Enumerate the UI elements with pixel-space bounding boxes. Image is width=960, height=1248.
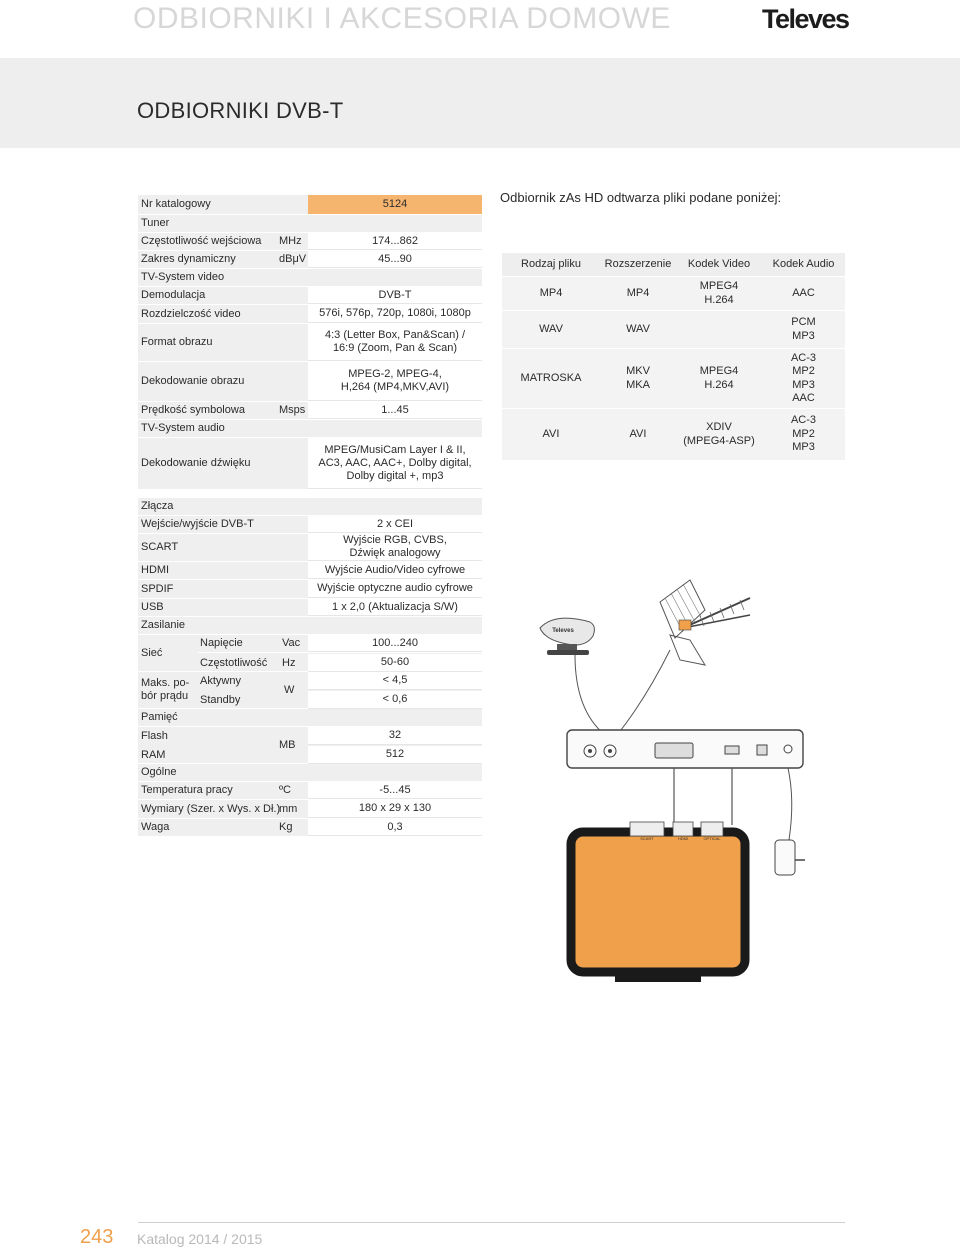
catalog-label: Nr katalogowy xyxy=(141,198,211,210)
section-label: Złącza xyxy=(141,500,174,512)
optical-port-label: OPTICAL xyxy=(703,836,721,841)
section-title: ODBIORNIKI DVB-T xyxy=(137,98,344,123)
column-header: Kodek Video xyxy=(687,257,751,270)
row-value: 512 xyxy=(308,746,482,764)
row-label: HDMI xyxy=(141,564,170,576)
spec-row xyxy=(138,324,482,362)
spec-section-audio xyxy=(138,420,482,438)
formats-cell: AVI xyxy=(600,409,676,460)
top-bar xyxy=(0,0,960,56)
formats-header-row xyxy=(502,253,845,277)
row-sublabel: Częstotliwość xyxy=(200,656,268,669)
row-unit: Vac xyxy=(282,637,301,649)
section-label: Zasilanie xyxy=(141,619,186,631)
section-label: Pamięć xyxy=(141,711,178,723)
row-label: Format obrazu xyxy=(141,336,213,348)
column-header: Kodek Audio xyxy=(772,257,835,270)
value-line: MPEG/MusiCam Layer I & II, xyxy=(324,443,466,456)
spec-row xyxy=(138,251,482,269)
formats-cell: AVI xyxy=(502,409,600,460)
row-unit: MB xyxy=(279,738,296,751)
power-adapter-icon xyxy=(775,840,805,875)
row-unit: Kg xyxy=(279,821,293,833)
mains-voltage-row xyxy=(198,635,482,653)
column-header: Rodzaj pliku xyxy=(521,257,581,270)
row-label: SCART xyxy=(141,541,179,553)
formats-row xyxy=(502,349,845,409)
spec-section-video xyxy=(138,269,482,287)
spec-row-memory xyxy=(138,727,482,764)
connection-diagram xyxy=(505,540,845,1000)
row-value: DVB-T xyxy=(308,287,482,304)
spec-row xyxy=(138,534,482,562)
row-unit: Hz xyxy=(282,656,296,669)
formats-body xyxy=(502,277,845,461)
row-label: Dekodowanie obrazu xyxy=(141,375,245,387)
device-brand-label: Televes xyxy=(552,628,574,634)
receiver-icon xyxy=(567,730,803,768)
row-label: Flash xyxy=(141,729,168,742)
row-sublabel: Standby xyxy=(200,693,241,706)
brand-logo: Televes xyxy=(762,4,849,34)
formats-cell: AAC xyxy=(762,277,845,310)
section-label: Tuner xyxy=(141,217,170,229)
spec-row xyxy=(138,362,482,402)
row-label: Dekodowanie dźwięku xyxy=(141,457,251,469)
footer-divider xyxy=(138,1222,845,1223)
row-value: -5...45 xyxy=(308,782,482,799)
row-label: Rozdzielczość video xyxy=(141,307,241,320)
row-label: SPDIF xyxy=(141,582,174,595)
row-value: 180 x 29 x 130 xyxy=(308,800,482,818)
mains-freq-row xyxy=(198,654,482,672)
row-unit: MHz xyxy=(279,235,302,247)
spec-row-catalog xyxy=(138,195,482,215)
formats-row xyxy=(502,277,845,311)
row-value: < 0,6 xyxy=(308,691,482,709)
spec-row xyxy=(138,782,482,800)
tv-icon xyxy=(571,822,745,982)
row-label: Temperatura pracy xyxy=(141,784,233,796)
formats-cell: MATROSKA xyxy=(502,349,600,408)
spec-row xyxy=(138,438,482,490)
formats-cell: PCM MP3 xyxy=(762,311,845,348)
formats-row xyxy=(502,311,845,349)
spec-row xyxy=(138,599,482,617)
section-label: TV-System video xyxy=(141,271,225,283)
row-label: Wejście/wyjście DVB-T xyxy=(141,518,254,530)
row-unit: mm xyxy=(279,802,298,815)
value-line: Dźwięk analogowy xyxy=(349,547,441,559)
formats-cell: WAV xyxy=(502,311,600,348)
spec-section-power xyxy=(138,617,482,635)
formats-cell: AC-3 MP2 MP3 xyxy=(762,409,845,460)
formats-cell: MPEG4 H.264 xyxy=(676,277,762,310)
spec-row-mains xyxy=(138,635,482,672)
section-label: Ogólne xyxy=(141,766,177,778)
formats-cell: XDIV (MPEG4-ASP) xyxy=(676,409,762,460)
spec-section-general xyxy=(138,764,482,782)
row-label: Wymiary (Szer. x Wys. x Dł.) xyxy=(141,802,281,815)
row-label: Sieć xyxy=(141,646,163,659)
value-line: MPEG-2, MPEG-4, xyxy=(348,368,442,380)
value-line: H,264 (MP4,MKV,AVI) xyxy=(340,381,450,393)
spec-spacer xyxy=(138,490,482,498)
row-value xyxy=(308,362,482,401)
row-unit: dBμV xyxy=(279,253,307,265)
value-line: 16:9 (Zoom, Pan & Scan) xyxy=(332,342,458,354)
value-line: AC3, AAC, AAC+, Dolby digital, xyxy=(318,456,472,469)
formats-table xyxy=(502,253,845,461)
spec-row xyxy=(138,305,482,324)
formats-cell: MKV MKA xyxy=(600,349,676,408)
formats-row xyxy=(502,409,845,461)
row-value: 100...240 xyxy=(308,635,482,652)
spec-table xyxy=(138,195,482,837)
row-label: Prędkość symbolowa xyxy=(141,404,245,416)
indoor-antenna-icon xyxy=(540,618,594,655)
row-value: 45...90 xyxy=(308,251,482,268)
label-line: Maks. po- xyxy=(141,677,190,689)
footer-catalog: Katalog 2014 / 2015 xyxy=(137,1231,263,1247)
row-value: Wyjście Audio/Video cyfrowe xyxy=(308,562,482,579)
value-line: Wyjście RGB, CVBS, xyxy=(343,534,447,546)
formats-cell xyxy=(676,311,762,348)
label-line: bór prądu xyxy=(141,690,189,702)
row-value: 2 x CEI xyxy=(308,516,482,533)
spec-row xyxy=(138,800,482,819)
antenna-icon xyxy=(660,580,750,665)
spec-row xyxy=(138,580,482,599)
row-value: 1 x 2,0 (Aktualizacja S/W) xyxy=(308,599,482,616)
row-sublabel: Napięcie xyxy=(200,637,243,649)
formats-heading: Odbiornik zAs HD odtwarza pliki podane poniżej: xyxy=(500,190,782,205)
catalog-value: 5124 xyxy=(308,195,482,214)
row-value: 50-60 xyxy=(308,654,482,672)
formats-cell: MP4 xyxy=(600,277,676,310)
row-unit: W xyxy=(284,683,295,696)
row-unit: ºC xyxy=(279,784,291,796)
row-value: 1...45 xyxy=(308,402,482,419)
row-sublabel: Aktywny xyxy=(200,674,241,687)
row-value: 174...862 xyxy=(308,233,482,250)
spec-section-connectors xyxy=(138,498,482,516)
scart-port-label: SCART xyxy=(640,836,654,841)
row-label xyxy=(138,672,198,708)
row-unit: Msps xyxy=(279,404,306,416)
row-label: USB xyxy=(141,601,164,613)
row-label: Waga xyxy=(141,821,170,833)
spec-row xyxy=(138,562,482,580)
row-label: Demodulacja xyxy=(141,289,206,301)
row-label: Częstotliwość wejściowa xyxy=(141,235,262,247)
formats-cell: WAV xyxy=(600,311,676,348)
formats-cell: AC-3 MP2 MP3 AAC xyxy=(762,349,845,408)
row-value xyxy=(308,534,482,561)
value-line: 4:3 (Letter Box, Pan&Scan) / xyxy=(324,329,466,341)
row-value xyxy=(308,438,482,489)
formats-cell: MP4 xyxy=(502,277,600,310)
spec-row xyxy=(138,516,482,534)
row-value: 32 xyxy=(308,727,482,745)
row-label: Zakres dynamiczny xyxy=(141,253,236,265)
value-line: Dolby digital +, mp3 xyxy=(346,469,444,482)
row-value: 576i, 576p, 720p, 1080i, 1080p xyxy=(308,305,482,323)
row-value: < 4,5 xyxy=(308,672,482,690)
column-header: Rozszerzenie xyxy=(604,257,672,270)
spec-row xyxy=(138,402,482,420)
header-title: ODBIORNIKI I AKCESORIA DOMOWE xyxy=(133,2,671,35)
row-label: RAM xyxy=(141,748,166,761)
spec-row xyxy=(138,287,482,305)
row-value: Wyjście optyczne audio cyfrowe xyxy=(308,580,482,598)
spec-row xyxy=(138,233,482,251)
spec-row-consumption xyxy=(138,672,482,709)
spec-section-memory xyxy=(138,709,482,727)
section-label: TV-System audio xyxy=(141,422,225,434)
formats-cell: MPEG4 H.264 xyxy=(676,349,762,408)
page-number: 243 xyxy=(80,1226,114,1248)
hdmi-port-label: HDMI xyxy=(677,836,689,841)
spec-section-tuner xyxy=(138,215,482,233)
row-value xyxy=(308,324,482,361)
row-value: 0,3 xyxy=(308,819,482,836)
spec-row xyxy=(138,819,482,837)
